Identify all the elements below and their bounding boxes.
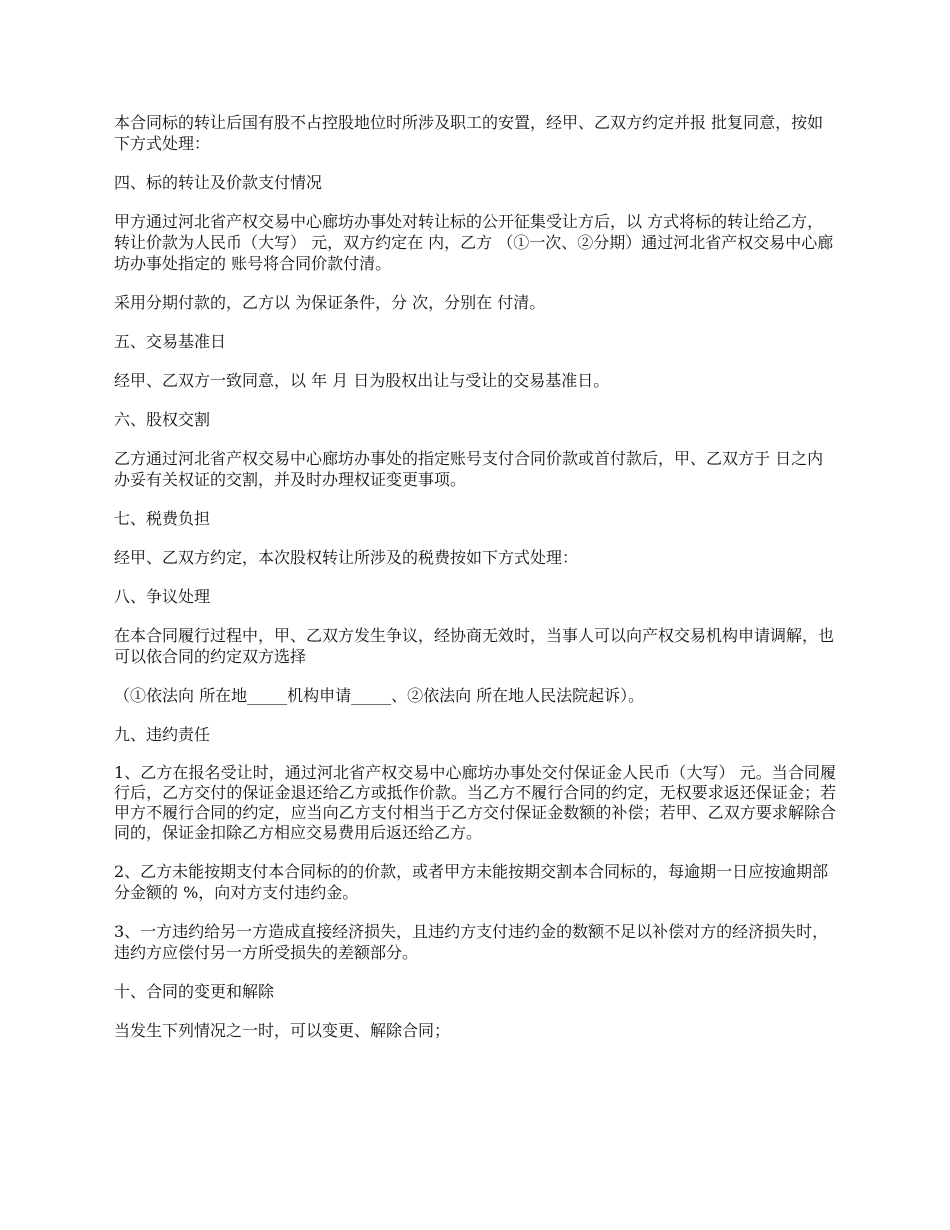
heading-section-10: 十、合同的变更和解除: [114, 982, 275, 1001]
heading-section-8: 八、争议处理: [114, 587, 211, 606]
paragraph-change-termination: 当发生下列情况之一时，可以变更、解除合同；: [114, 1021, 451, 1040]
paragraph-taxes: 经甲、乙双方约定，本次股权转让所涉及的税费按如下方式处理：: [114, 548, 579, 567]
paragraph-staff-placement: 本合同标的转让后国有股不占控股地位时所涉及职工的安置，经甲、乙双方约定并报 批复同意，按如下方式处理：: [114, 113, 824, 153]
heading-section-6: 六、股权交割: [114, 410, 211, 429]
heading-section-7: 七、税费负担: [114, 509, 211, 528]
paragraph-equity-delivery: 乙方通过河北省产权交易中心廊坊办事处的指定账号支付合同价款或首付款后，甲、乙双方于 日之内办妥有关权证的交割，并及时办理权证变更事项。: [114, 449, 824, 489]
heading-section-4: 四、标的转让及价款支付情况: [114, 173, 323, 192]
heading-section-5: 五、交易基准日: [114, 332, 227, 351]
paragraph-dispute-options: （①依法向 所在地_____机构申请_____、②依法向 所在地人民法院起诉）。: [114, 686, 645, 705]
paragraph-liability-1: 1、乙方在报名受让时，通过河北省产权交易中心廊坊办事处交付保证金人民币（大写） 元。当合同履行后，乙方交付的保证金退还给乙方或抵作价款。当乙方不履行合同的约定，无权要求返还保证金；若甲方不履行合同的约定，应当向乙方支付相当于乙方交付保证金数额的补偿；若甲、乙双方要求解除合同的，保证金扣除乙方相应交易费用后返还给乙方。: [114, 763, 836, 842]
paragraph-liability-2: 2、乙方未能按期支付本合同标的的价款，或者甲方未能按期交割本合同标的，每逾期一日应按逾期部分金额的 %，向对方支付违约金。: [114, 862, 829, 902]
paragraph-installment: 采用分期付款的，乙方以 为保证条件，分 次，分别在 付清。: [114, 293, 546, 312]
contract-page: [114, 112, 836, 1059]
paragraph-liability-3: 3、一方违约给另一方造成直接经济损失，且违约方支付违约金的数额不足以补偿对方的经济损失时，违约方应偿付另一方所受损失的差额部分。: [114, 922, 829, 962]
paragraph-base-date: 经甲、乙双方一致同意，以 年 月 日为股权出让与受让的交易基准日。: [114, 371, 610, 390]
paragraph-transfer-payment: 甲方通过河北省产权交易中心廊坊办事处对转让标的公开征集受让方后，以 方式将标的转让给乙方，转让价款为人民币（大写） 元，双方约定在 内，乙方 （①一次、②分期）通过河北省产权交易中心廊坊办事处指定的 账号将合同价款付清。: [114, 212, 834, 273]
paragraph-dispute: 在本合同履行过程中，甲、乙双方发生争议，经协商无效时，当事人可以向产权交易机构申请调解，也可以依合同的约定双方选择: [114, 626, 835, 666]
heading-section-9: 九、违约责任: [114, 725, 211, 744]
